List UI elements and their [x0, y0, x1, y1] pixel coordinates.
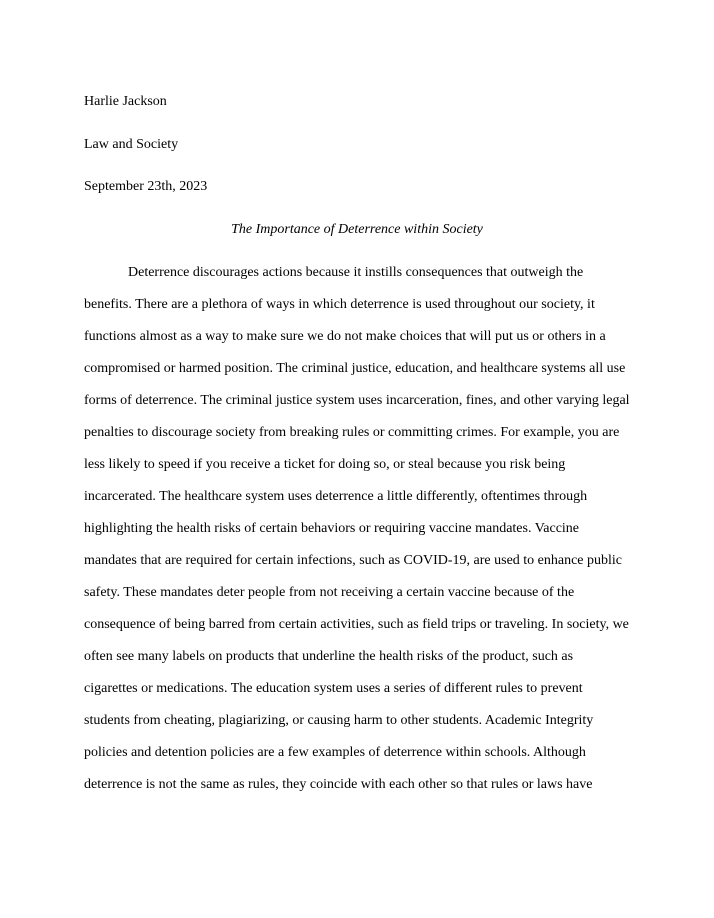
- paragraph-line: consequence of being barred from certain activities, such as field trips or traveling. In society, we: [84, 617, 629, 632]
- paragraph-line: deterrence is not the same as rules, they coincide with each other so that rules or laws have: [84, 777, 593, 792]
- paragraph-line: incarcerated. The healthcare system uses deterrence a little differently, oftentimes through: [84, 489, 588, 504]
- author-name: Harlie Jackson: [84, 94, 167, 109]
- paragraph-line: functions almost as a way to make sure we do not make choices that will put us or others in a: [84, 329, 606, 344]
- paragraph-line: often see many labels on products that underline the health risks of the product, such as: [84, 649, 574, 664]
- paragraph-line: benefits. There are a plethora of ways in which deterrence is used throughout our society, it: [84, 297, 595, 312]
- paragraph-line: Deterrence discourages actions because it instills consequences that outweigh the: [128, 265, 584, 280]
- paragraph-line: highlighting the health risks of certain behaviors or requiring vaccine mandates. Vaccine: [84, 521, 580, 536]
- paragraph-line: less likely to speed if you receive a ticket for doing so, or steal because you risk being: [84, 457, 566, 472]
- paragraph-line: safety. These mandates deter people from not receiving a certain vaccine because of the: [84, 585, 575, 600]
- paragraph-line: forms of deterrence. The criminal justice system uses incarceration, fines, and other varying legal: [84, 393, 630, 408]
- paragraph-line: students from cheating, plagiarizing, or causing harm to other students. Academic Integrity: [84, 713, 594, 728]
- paragraph-line: policies and detention policies are a few examples of deterrence within schools. Although: [84, 745, 586, 760]
- document-date: September 23th, 2023: [84, 179, 208, 194]
- essay-title: The Importance of Deterrence within Society: [231, 222, 483, 237]
- course-name: Law and Society: [84, 137, 179, 152]
- paragraph-line: penalties to discourage society from breaking rules or committing crimes. For example, you are: [84, 425, 620, 440]
- paragraph-line: mandates that are required for certain infections, such as COVID-19, are used to enhance public: [84, 553, 623, 568]
- paragraph-line: compromised or harmed position. The criminal justice, education, and healthcare systems all use: [84, 361, 626, 376]
- paragraph-line: cigarettes or medications. The education system uses a series of different rules to prevent: [84, 681, 583, 696]
